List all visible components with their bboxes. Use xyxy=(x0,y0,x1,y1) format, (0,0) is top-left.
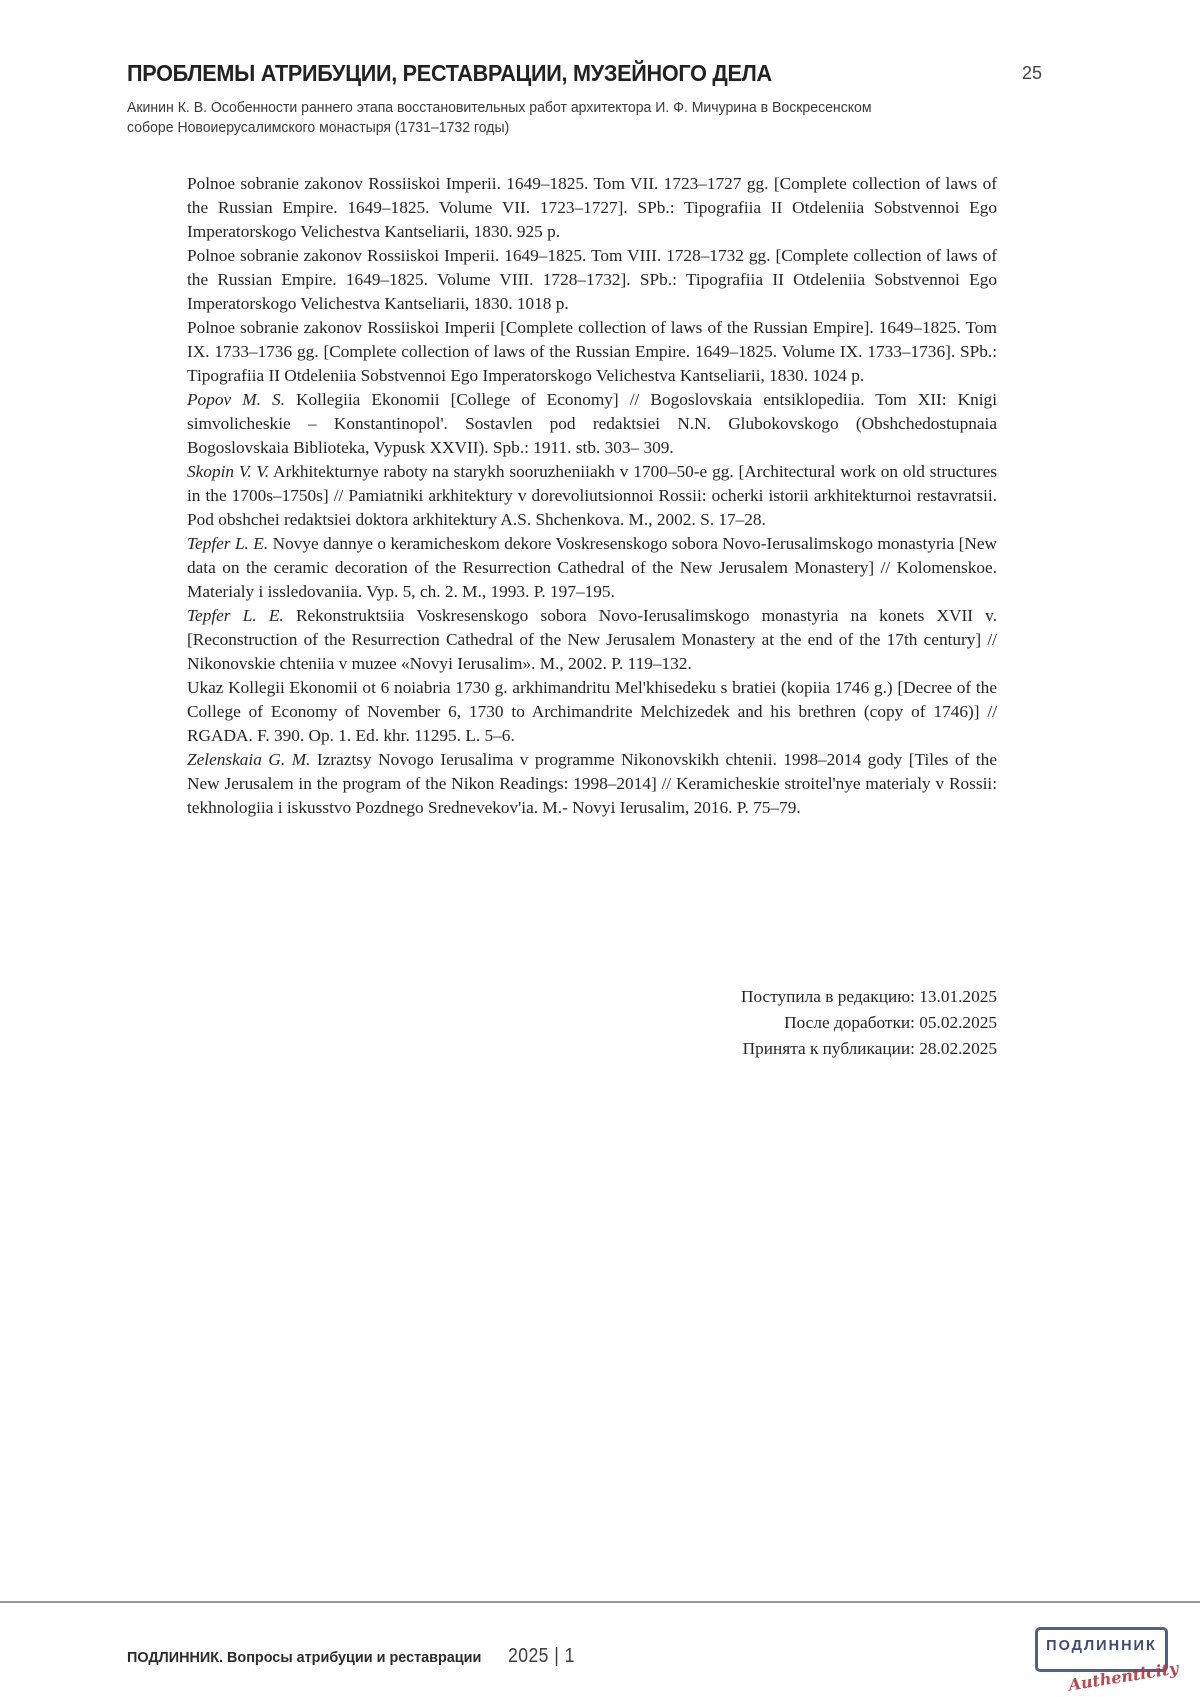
running-article-reference: Акинин К. В. Особенности раннего этапа восстановительных работ архитектора И. Ф. Мичурина в Воскресенском соборе Новоиерусалимского монастыря (1731–1732 годы) xyxy=(127,100,872,136)
date-line: Поступила в редакцию: 13.01.2025 xyxy=(740,987,997,1006)
reference-entry: Ukaz Kollegii Ekonomii ot 6 noiabria 1730 g. arkhimandritu Mel'khisedeku s bratiei (kopiia 1746 g.) [Decree of the College of Economy of November 6, 1730 to Archimandrite Melchizedek and his brethren (copy of 1746)] // RGADA. F. 390. Op. 1. Ed. khr. 11295. L. 5–6. xyxy=(187,678,997,745)
reference-entry: Zelenskaia G. M. Izraztsy Novogo Ierusalima v programme Nikonovskikh chtenii. 1998–2014 gody [Tiles of the New Jerusalem in the program of the Nikon Readings: 1998–2014] // Keramicheskie stroitel'nye materialy v Rossii: tekhnologiia i iskusstvo Pozdnego Srednevekov'ia. M.- Novyi Ierusalim, 2016. P. 75–79. xyxy=(187,750,997,817)
reference-entry: Polnoe sobranie zakonov Rossiiskoi Imperii [Complete collection of laws of the Russian Empire]. 1649–1825. Tom IX. 1733–1736 gg. [Complete collection of laws of the Russian Empire. 1649–1825. Volume IX. 1733–1736]. SPb.: Tipografiia II Otdeleniia Sobstvennoi Ego Imperatorskogo Velichestva Kantseliarii, 1830. 1024 p. xyxy=(187,318,997,385)
footer-divider xyxy=(0,1601,1200,1603)
page-number: 25 xyxy=(1022,63,1043,83)
journal-title: ПОДЛИННИК. Вопросы атрибуции и реставрации xyxy=(127,1649,482,1666)
date-line: После доработки: 05.02.2025 xyxy=(784,1013,997,1032)
stamp-script-text: Authenticity xyxy=(1067,1658,1180,1695)
reference-author: Skopin V. V. xyxy=(187,462,270,481)
reference-author: Zelenskaia G. M. xyxy=(187,750,311,769)
reference-entry: Polnoe sobranie zakonov Rossiiskoi Imperii. 1649–1825. Tom VIII. 1728–1732 gg. [Complete collection of laws of the Russian Empire. 1649–1825. Volume VIII. 1728–1732]. SPb.: Tipografiia II Otdeleniia Sobstvennoi Ego Imperatorskogo Velichestva Kantseliarii, 1830. 1018 p. xyxy=(187,246,997,313)
stamp-text: ПОДЛИННИК xyxy=(1046,1638,1157,1654)
date-line: Принята к публикации: 28.02.2025 xyxy=(742,1039,997,1058)
reference-entry: Popov M. S. Kollegiia Ekonomii [College of Economy] // Bogoslovskaia entsiklopediia. Tom XII: Knigi simvolicheskie – Konstantinopol'. Sostavlen pod redaktsiei N.N. Glubokovskogo (Obshchedostupnaia Bogoslovskaia Biblioteka, Vypusk XXVII). Spb.: 1911. stb. 303– 309. xyxy=(187,390,997,457)
publisher-stamp-logo xyxy=(1035,1627,1180,1695)
reference-author: Tepfer L. E. xyxy=(187,606,284,625)
section-title: ПРОБЛЕМЫ АТРИБУЦИИ, РЕСТАВРАЦИИ, МУЗЕЙНОГО ДЕЛА xyxy=(127,60,772,86)
submission-dates xyxy=(741,984,997,1062)
reference-entry: Polnoe sobranie zakonov Rossiiskoi Imperii. 1649–1825. Tom VII. 1723–1727 gg. [Complete collection of laws of the Russian Empire. 1649–1825. Volume VII. 1723–1727]. SPb.: Tipografiia II Otdeleniia Sobstvennoi Ego Imperatorskogo Velichestva Kantseliarii, 1830. 925 p. xyxy=(187,174,997,241)
issue-label: 2025 | 1 xyxy=(508,1645,575,1667)
reference-author: Tepfer L. E. xyxy=(187,534,269,553)
reference-author: Popov M. S. xyxy=(187,390,285,409)
footer-journal-line xyxy=(127,1645,584,1668)
reference-entry: Tepfer L. E. Rekonstruktsiia Voskresenskogo sobora Novo-Ierusalimskogo monastyria na konets XVII v. [Reconstruction of the Resurrection Cathedral of the New Jerusalem Monastery at the end of the 17th century] // Nikonovskie chteniia v muzee «Novyi Ierusalim». M., 2002. P. 119–132. xyxy=(187,606,998,673)
reference-entry: Skopin V. V. Arkhitekturnye raboty na starykh sooruzheniiakh v 1700–50-e gg. [Architectural work on old structures in the 1700s–1750s] // Pamiatniki arkhitektury v dorevoliutsionnoi Rossii: ocherki istorii arkhitekturnoi restavratsii. Pod obshchei redaktsiei doktora arkhitektury A.S. Shchenkova. M., 2002. S. 17–28. xyxy=(187,462,997,529)
references-list xyxy=(187,172,997,820)
reference-entry: Tepfer L. E. Novye dannye o keramicheskom dekore Voskresenskogo sobora Novo-Ierusalimskogo monastyria [New data on the ceramic decoration of the Resurrection Cathedral of the New Jerusalem Monastery] // Kolomenskoe. Materialy i issledovaniia. Vyp. 5, ch. 2. M., 1993. P. 197–195. xyxy=(187,534,997,601)
